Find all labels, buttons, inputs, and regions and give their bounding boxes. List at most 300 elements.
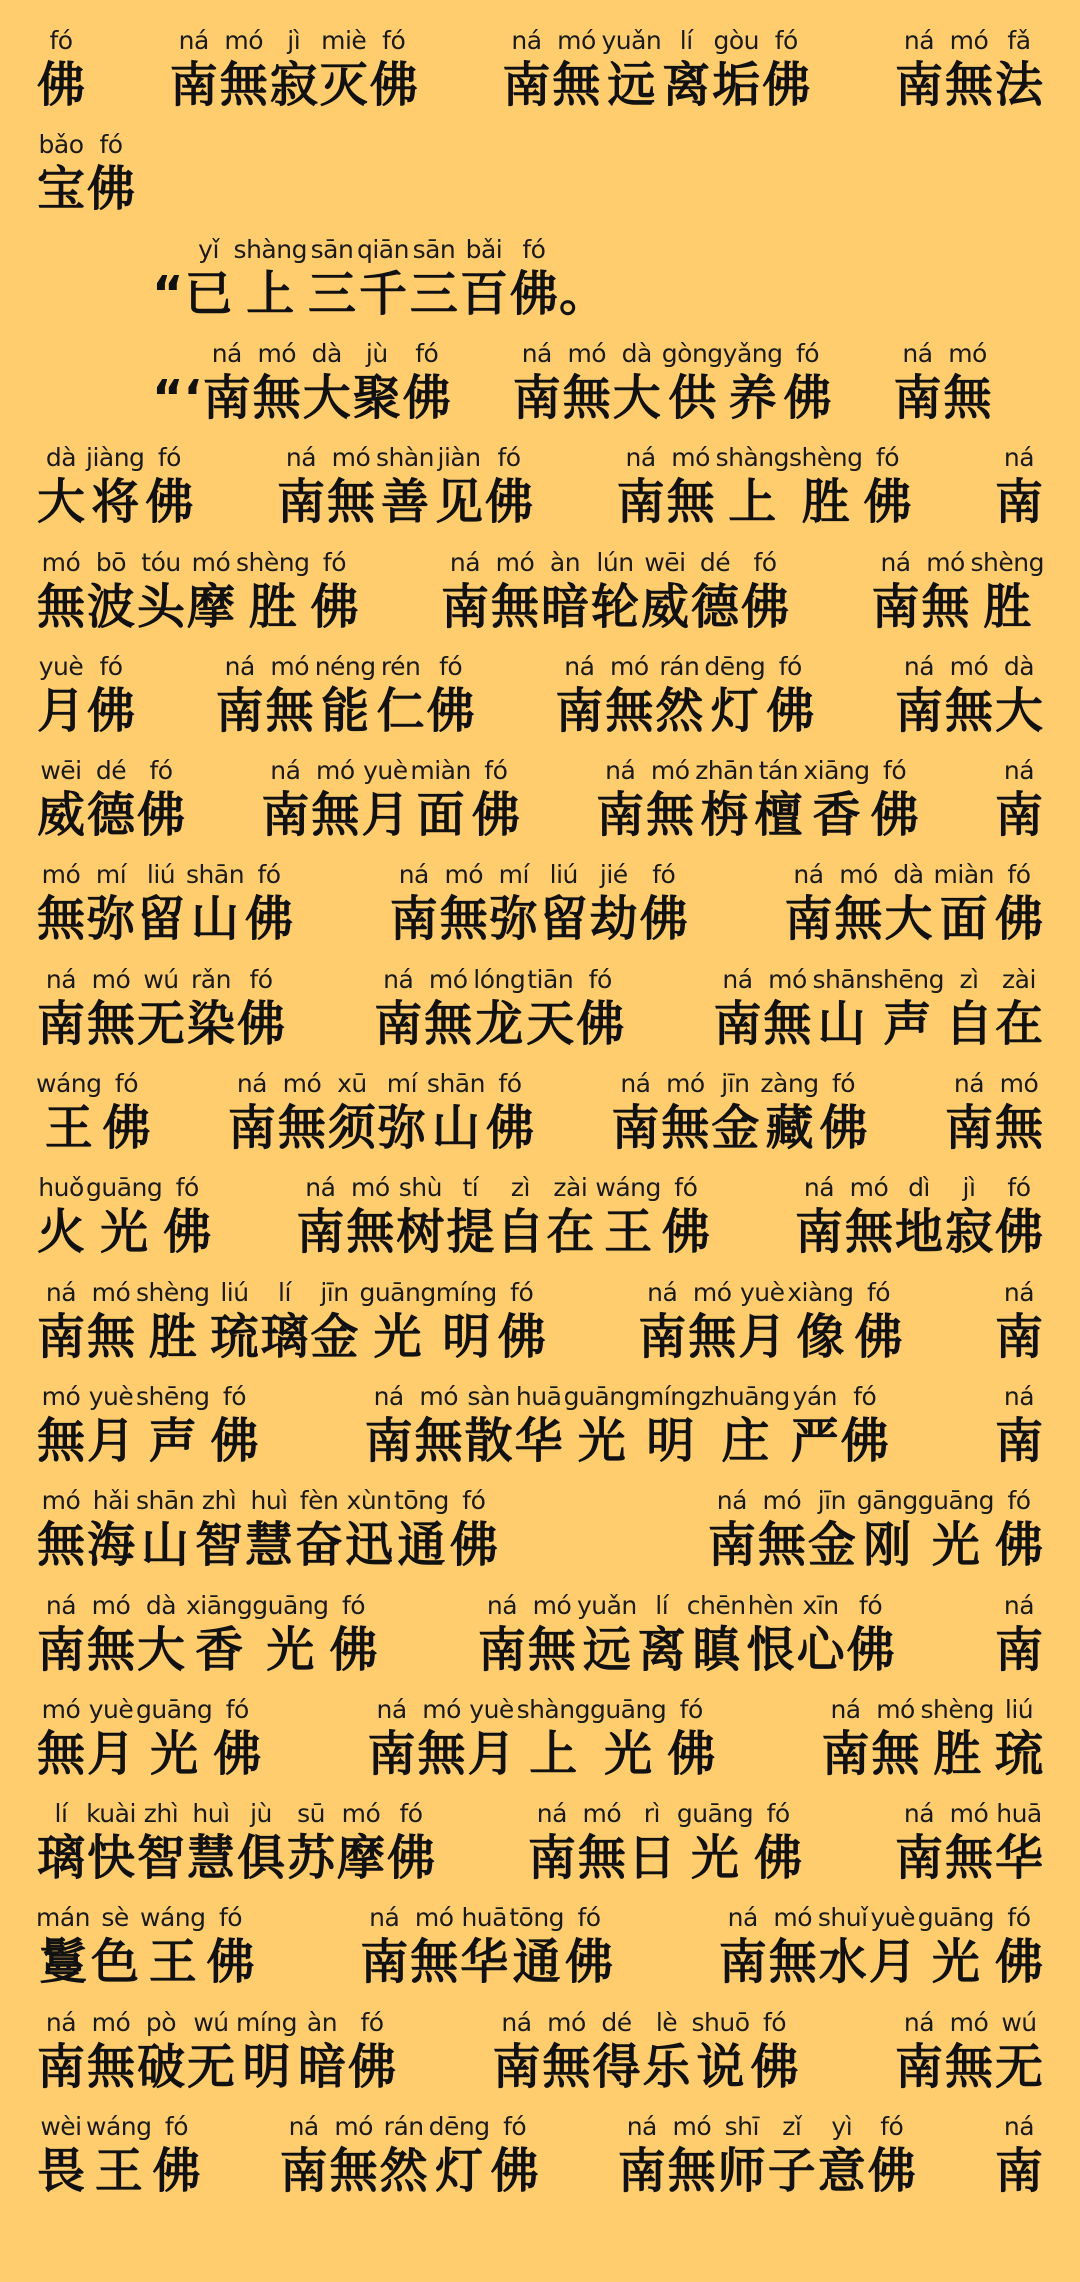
pinyin: lí <box>54 1799 68 1828</box>
hanzi: 佛 <box>152 2143 201 2199</box>
text-line <box>36 1382 1044 1470</box>
pinyin: ná <box>1003 2112 1035 2141</box>
character-with-pinyin <box>654 652 704 740</box>
pinyin: ná <box>793 860 824 889</box>
pinyin: ná <box>383 965 414 994</box>
hanzi: 胜 <box>148 1309 197 1365</box>
character-with-pinyin <box>790 1382 840 1470</box>
hanzi: 佛 <box>236 996 285 1052</box>
pinyin: jiàng <box>86 443 145 472</box>
character-with-pinyin <box>894 652 944 740</box>
pinyin: dà <box>893 860 924 889</box>
character-with-pinyin <box>326 443 376 531</box>
hanzi: 见 <box>435 474 484 530</box>
pinyin: fó <box>257 860 281 889</box>
hanzi: 佛 <box>348 2039 397 2095</box>
buddha-name-segment <box>894 2008 1044 2096</box>
character-with-pinyin <box>379 2112 429 2200</box>
pinyin: mó <box>949 26 989 55</box>
hanzi: 檀 <box>754 787 803 843</box>
pinyin: shèng <box>136 1278 210 1307</box>
character-with-pinyin <box>471 756 521 844</box>
character-with-pinyin <box>459 235 509 323</box>
text-line <box>36 548 1044 636</box>
character-with-pinyin <box>542 2008 592 2096</box>
character-with-pinyin <box>194 1486 244 1574</box>
hanzi: 胜 <box>983 579 1032 635</box>
hanzi: 南 <box>944 1100 993 1156</box>
pinyin: xiàng <box>787 1278 854 1307</box>
hanzi: 月 <box>86 1413 135 1469</box>
hanzi: 南 <box>527 1830 576 1886</box>
pinyin: fó <box>588 965 612 994</box>
hanzi: 栴 <box>700 787 749 843</box>
character-with-pinyin <box>490 2112 540 2200</box>
character-with-pinyin <box>265 652 315 740</box>
hanzi: 無 <box>346 1204 395 1260</box>
hanzi: 無 <box>944 2039 993 2095</box>
character-with-pinyin <box>260 756 310 844</box>
pinyin: pò <box>145 2008 177 2037</box>
pinyin: yuǎn <box>601 26 662 55</box>
hanzi: 南 <box>994 2143 1043 2199</box>
text-line <box>36 443 1044 531</box>
hanzi: 佛 <box>206 1934 255 1990</box>
character-with-pinyin <box>595 756 645 844</box>
pinyin: xū <box>337 1069 367 1098</box>
character-with-pinyin <box>592 2008 642 2096</box>
pinyin: bǎo <box>38 130 84 159</box>
hanzi: 佛 <box>762 57 811 113</box>
character-with-pinyin <box>236 2008 297 2096</box>
character-with-pinyin <box>86 2008 136 2096</box>
buddha-name-segment <box>36 1591 379 1679</box>
hanzi: 佛 <box>661 1204 710 1260</box>
pinyin: yuǎn <box>576 1591 637 1620</box>
pinyin: fó <box>157 443 181 472</box>
character-with-pinyin <box>750 2008 800 2096</box>
hanzi: 通 <box>512 1934 561 1990</box>
pinyin: huā <box>996 1799 1042 1828</box>
character-with-pinyin <box>136 548 186 636</box>
pinyin: fó <box>503 2112 527 2141</box>
character-with-pinyin <box>994 860 1044 948</box>
pinyin: fó <box>1007 1173 1031 1202</box>
character-with-pinyin <box>269 26 319 114</box>
pinyin: dà <box>1003 652 1035 681</box>
hanzi: 南 <box>512 370 561 426</box>
pinyin: fó <box>249 965 273 994</box>
buddha-name-segment <box>359 1903 614 1991</box>
character-with-pinyin <box>252 339 302 427</box>
pinyin: mó <box>650 756 690 785</box>
text-line <box>36 1173 1044 1261</box>
buddha-name-segment <box>279 2112 540 2200</box>
character-with-pinyin <box>152 339 202 427</box>
hanzi: 火 <box>36 1204 85 1260</box>
hanzi: 大 <box>884 891 933 947</box>
hanzi: 聚 <box>352 370 401 426</box>
hanzi: 無 <box>768 1934 817 1990</box>
pinyin: fó <box>510 1278 534 1307</box>
character-with-pinyin <box>359 1903 409 1991</box>
character-with-pinyin <box>789 443 862 531</box>
hanzi: 乐 <box>642 2039 691 2095</box>
hanzi: 無 <box>252 370 301 426</box>
hanzi: 上 <box>246 266 295 322</box>
character-with-pinyin <box>737 1278 787 1366</box>
character-with-pinyin <box>637 1278 687 1366</box>
character-with-pinyin <box>186 1591 252 1679</box>
hanzi: 琉 <box>994 1726 1043 1782</box>
character-with-pinyin <box>136 1486 194 1574</box>
buddha-name-segment <box>36 2008 397 2096</box>
character-with-pinyin <box>677 1799 753 1887</box>
character-with-pinyin <box>554 652 604 740</box>
pinyin: mó <box>341 1799 381 1828</box>
pinyin: ná <box>903 1799 935 1828</box>
pinyin: shī <box>724 2112 759 2141</box>
hanzi: 藏 <box>765 1100 814 1156</box>
pinyin: ná <box>830 1695 861 1724</box>
character-with-pinyin <box>994 2008 1044 2096</box>
character-with-pinyin <box>489 860 539 948</box>
hanzi: 金 <box>807 1517 856 1573</box>
hanzi: 散 <box>464 1413 513 1469</box>
pinyin: mó <box>949 652 989 681</box>
character-with-pinyin <box>616 443 666 531</box>
hanzi: 留 <box>136 891 185 947</box>
character-with-pinyin <box>336 1799 386 1887</box>
text-line <box>36 1278 1044 1366</box>
pinyin: lí <box>679 26 693 55</box>
pinyin: ná <box>486 1591 518 1620</box>
character-with-pinyin <box>347 2008 397 2096</box>
hanzi: 佛 <box>740 579 789 635</box>
character-with-pinyin <box>484 443 534 531</box>
character-with-pinyin <box>36 2112 86 2200</box>
pinyin: mó <box>334 2112 373 2141</box>
pinyin: mó <box>282 1069 322 1098</box>
text-line <box>36 1591 1044 1679</box>
pinyin: dé <box>95 756 127 785</box>
buddha-name-segment <box>36 443 194 531</box>
pinyin: mí <box>95 860 127 889</box>
hanzi: 摩 <box>336 1830 385 1886</box>
pinyin: fó <box>99 652 123 681</box>
buddha-name-segment <box>389 860 689 948</box>
character-with-pinyin <box>517 1695 590 1783</box>
hanzi: 無 <box>36 1726 85 1782</box>
character-with-pinyin <box>86 2112 151 2200</box>
buddha-name-segment <box>994 1591 1044 1679</box>
hanzi: 灭 <box>319 57 368 113</box>
hanzi: 慧 <box>186 1830 235 1886</box>
character-with-pinyin <box>376 652 426 740</box>
buddha-name-segment <box>36 965 286 1053</box>
hanzi: 苏 <box>286 1830 335 1886</box>
character-with-pinyin <box>36 1799 86 1887</box>
character-with-pinyin <box>373 965 423 1053</box>
character-with-pinyin <box>803 756 869 844</box>
character-with-pinyin <box>994 2112 1044 2200</box>
pinyin: fó <box>778 652 802 681</box>
pinyin: ná <box>236 1069 267 1098</box>
buddha-name-segment <box>169 26 419 114</box>
pinyin: guāng <box>917 1486 994 1515</box>
hanzi: 南 <box>440 579 489 635</box>
pinyin: bō <box>95 548 127 577</box>
hanzi: 王 <box>148 1934 197 1990</box>
hanzi: 摩 <box>186 579 235 635</box>
pinyin: wáng <box>86 2112 152 2141</box>
hanzi: 佛 <box>754 1830 803 1886</box>
character-with-pinyin <box>136 756 186 844</box>
hanzi: 佛 <box>471 787 520 843</box>
pinyin: zhì <box>201 1486 237 1515</box>
pinyin: mó <box>768 965 807 994</box>
text-line <box>36 26 1044 114</box>
buddha-name-segment <box>794 1173 1044 1261</box>
hanzi: 千 <box>358 266 407 322</box>
hanzi: 佛 <box>750 2039 799 2095</box>
character-with-pinyin <box>687 1278 737 1366</box>
hanzi: 南 <box>596 787 645 843</box>
character-with-pinyin <box>639 860 689 948</box>
hanzi: 王 <box>44 1100 93 1156</box>
hanzi: 在 <box>994 996 1043 1052</box>
character-with-pinyin <box>136 1591 186 1679</box>
character-with-pinyin <box>640 1382 701 1470</box>
pinyin: ná <box>620 1069 651 1098</box>
character-with-pinyin <box>86 1695 136 1783</box>
pinyin: wáng <box>140 1903 206 1932</box>
hanzi: 南 <box>374 996 423 1052</box>
pinyin: mó <box>610 652 649 681</box>
buddha-name-segment <box>617 2112 917 2200</box>
hanzi: 上 <box>728 474 777 530</box>
pinyin: rán <box>659 652 700 681</box>
hanzi: 香 <box>812 787 861 843</box>
hanzi: 日 <box>627 1830 676 1886</box>
hanzi: 三 <box>409 266 458 322</box>
character-with-pinyin <box>716 443 789 531</box>
pinyin: dà <box>621 339 652 368</box>
character-with-pinyin <box>236 965 286 1053</box>
buddha-name-segment <box>36 652 136 740</box>
character-with-pinyin <box>86 652 136 740</box>
pinyin: fó <box>853 1382 877 1411</box>
hanzi: 仁 <box>376 683 425 739</box>
character-with-pinyin <box>309 548 359 636</box>
hanzi: 王 <box>604 1204 653 1260</box>
hanzi: 南 <box>389 891 438 947</box>
hanzi: 佛 <box>840 1413 889 1469</box>
hanzi: 無 <box>86 1309 135 1365</box>
hanzi: 奋 <box>295 1517 344 1573</box>
character-with-pinyin <box>994 1591 1044 1679</box>
pinyin: zì <box>510 1173 530 1202</box>
character-with-pinyin <box>840 1382 890 1470</box>
hanzi: 威 <box>640 579 689 635</box>
pinyin: fó <box>498 1069 522 1098</box>
pinyin: jīn <box>817 1486 846 1515</box>
pinyin: rì <box>643 1799 660 1828</box>
character-with-pinyin <box>994 1278 1044 1366</box>
pinyin: mó <box>91 1591 131 1620</box>
buddha-name-segment <box>36 130 136 218</box>
hanzi: 佛 <box>136 787 185 843</box>
hanzi: 大 <box>302 370 351 426</box>
pinyin: xīn <box>802 1591 839 1620</box>
character-with-pinyin <box>36 1903 90 1991</box>
character-with-pinyin <box>862 443 912 531</box>
pinyin: guāng <box>136 1695 213 1724</box>
character-with-pinyin <box>234 235 307 323</box>
pinyin: fó <box>1007 1903 1031 1932</box>
hanzi: 将 <box>91 474 140 530</box>
hanzi: 無 <box>326 474 375 530</box>
character-with-pinyin <box>36 548 86 636</box>
hanzi: 南 <box>502 57 551 113</box>
hanzi: 然 <box>379 2143 428 2199</box>
pinyin: ná <box>211 339 242 368</box>
character-with-pinyin <box>36 860 86 948</box>
buddha-name-segment <box>36 1903 256 1991</box>
character-with-pinyin <box>871 965 944 1053</box>
character-with-pinyin <box>921 548 971 636</box>
hanzi: 佛 <box>867 2143 916 2199</box>
character-with-pinyin <box>723 339 783 427</box>
character-with-pinyin <box>525 965 575 1053</box>
pinyin: miè <box>321 26 367 55</box>
hanzi: 智 <box>136 1830 185 1886</box>
hanzi: 波 <box>86 579 135 635</box>
hanzi: 無 <box>834 891 883 947</box>
pinyin: wú <box>143 965 179 994</box>
hanzi: 無 <box>36 891 85 947</box>
character-with-pinyin <box>367 1695 417 1783</box>
hanzi: 宝 <box>36 161 85 217</box>
character-with-pinyin <box>637 1591 687 1679</box>
hanzi: 南 <box>279 2143 328 2199</box>
pinyin: mó <box>428 965 468 994</box>
character-with-pinyin <box>369 26 419 114</box>
character-with-pinyin <box>692 2008 750 2096</box>
pinyin: kuài <box>86 1799 136 1828</box>
hanzi: 無 <box>994 1100 1043 1156</box>
pinyin: ná <box>224 652 255 681</box>
buddha-name-segment <box>36 1278 547 1366</box>
hanzi: 明 <box>646 1413 695 1469</box>
character-with-pinyin <box>812 965 870 1053</box>
hanzi: 佛 <box>310 579 359 635</box>
hanzi: 留 <box>539 891 588 947</box>
hanzi: 光 <box>931 1517 980 1573</box>
hanzi: 月 <box>36 683 85 739</box>
pinyin: mó <box>839 860 878 889</box>
pinyin: fó <box>382 26 406 55</box>
character-with-pinyin <box>36 756 86 844</box>
buddha-name-segment <box>36 1695 262 1783</box>
character-with-pinyin <box>994 1486 1044 1574</box>
hanzi: 無 <box>439 891 488 947</box>
character-with-pinyin <box>577 1591 637 1679</box>
character-with-pinyin <box>821 1695 871 1783</box>
character-with-pinyin <box>666 443 716 531</box>
character-with-pinyin <box>667 2112 717 2200</box>
hanzi: 佛 <box>854 1309 903 1365</box>
pinyin: fó <box>341 1591 366 1620</box>
buddha-name-segment <box>440 548 790 636</box>
buddha-name-segment <box>610 1069 868 1157</box>
hanzi: “ <box>152 266 184 322</box>
pinyin: shān <box>186 860 245 889</box>
character-with-pinyin <box>86 1486 136 1574</box>
character-with-pinyin <box>219 26 269 114</box>
buddha-name-segment <box>152 339 452 427</box>
character-with-pinyin <box>186 965 236 1053</box>
character-with-pinyin <box>994 1069 1044 1157</box>
buddha-name-segment <box>784 860 1044 948</box>
pinyin: ná <box>288 2112 319 2141</box>
pinyin: fó <box>762 2008 787 2037</box>
character-with-pinyin <box>740 548 790 636</box>
character-with-pinyin <box>152 235 184 323</box>
character-with-pinyin <box>527 1591 577 1679</box>
character-with-pinyin <box>994 1903 1044 1991</box>
hanzi: 無 <box>577 1830 626 1886</box>
pinyin: ná <box>903 652 935 681</box>
hanzi: 南 <box>894 2039 943 2095</box>
character-with-pinyin <box>244 1486 294 1574</box>
hanzi: 南 <box>784 891 833 947</box>
pinyin: ná <box>727 1903 758 1932</box>
pinyin: lún <box>596 548 634 577</box>
hanzi: 南 <box>492 2039 541 2095</box>
pinyin: fó <box>832 1069 856 1098</box>
hanzi: 無 <box>871 1726 920 1782</box>
character-with-pinyin <box>994 443 1044 531</box>
character-with-pinyin <box>209 1278 259 1366</box>
hanzi: 南 <box>821 1726 870 1782</box>
hanzi: 像 <box>796 1309 845 1365</box>
pinyin: fó <box>462 1486 486 1515</box>
pinyin: lí <box>655 1591 669 1620</box>
hanzi: 已 <box>184 266 233 322</box>
character-with-pinyin <box>765 652 815 740</box>
character-with-pinyin <box>819 1069 869 1157</box>
character-with-pinyin <box>551 26 601 114</box>
hanzi: 佛 <box>863 474 912 530</box>
pinyin: fó <box>753 548 777 577</box>
pinyin: ná <box>449 548 481 577</box>
character-with-pinyin <box>527 1799 577 1887</box>
character-with-pinyin <box>893 339 943 427</box>
pinyin: mó <box>532 1591 572 1620</box>
pinyin: zǐ <box>782 2112 802 2141</box>
pinyin: yǐ <box>198 235 219 264</box>
hanzi: 無 <box>417 1726 466 1782</box>
hanzi: 南 <box>707 1517 756 1573</box>
pinyin: shān <box>812 965 871 994</box>
pinyin: mó <box>495 548 535 577</box>
pinyin: xùn <box>346 1486 392 1515</box>
hanzi: 说 <box>696 2039 745 2095</box>
pinyin: rǎn <box>191 965 231 994</box>
hanzi: 佛 <box>497 1309 546 1365</box>
character-with-pinyin <box>589 860 639 948</box>
